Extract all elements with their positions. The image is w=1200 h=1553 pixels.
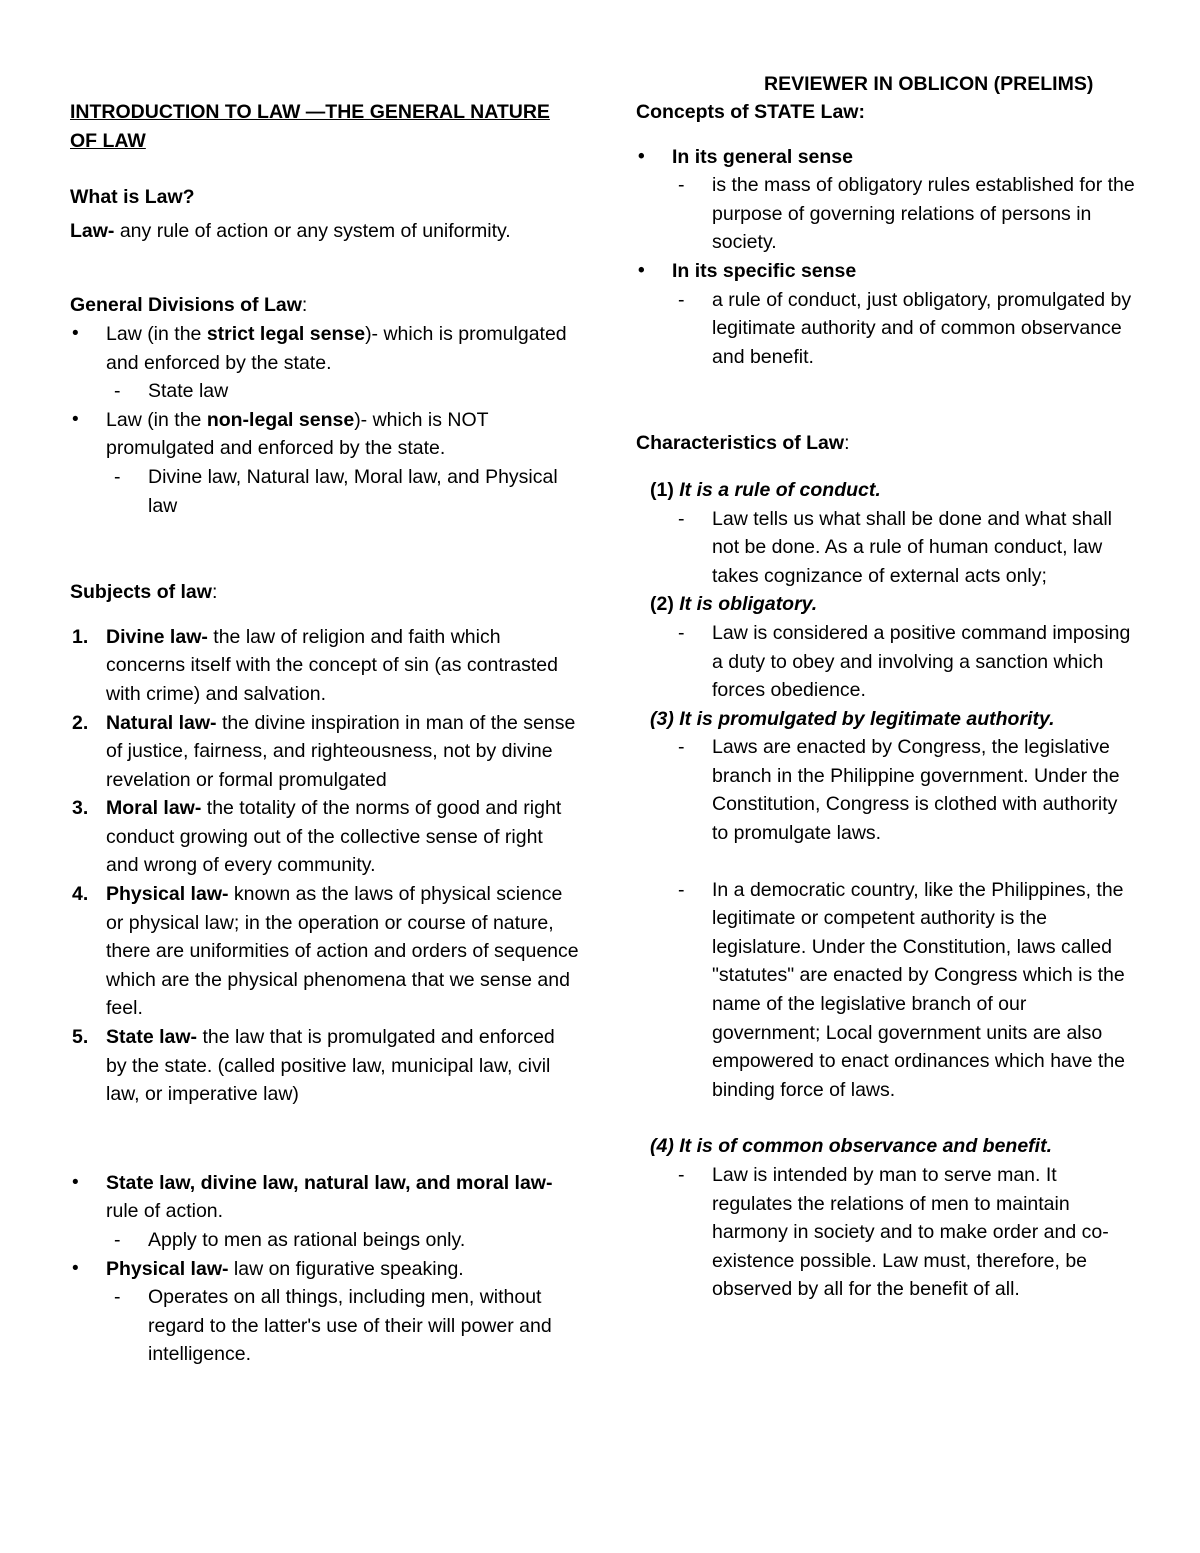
- subject-text: the divine inspiration in man of the sense of justice, fairness, and righteousness, not by divine revelation or formal promulgated: [106, 711, 576, 791]
- divisions-heading-colon: :: [301, 294, 308, 317]
- characteristic-sub: - Law tells us what shall be done and what shall not be done. As a rule of human conduct, law takes cognizance of external acts only;: [636, 505, 1136, 591]
- rule-term: Physical law-: [106, 1257, 229, 1280]
- characteristic-title: [636, 705, 1136, 734]
- subject-term: Natural law-: [106, 711, 217, 734]
- section-title: INTRODUCTION TO LAW —THE GENERAL NATURE OF LAW: [70, 101, 550, 152]
- characteristic-number: (1): [650, 478, 674, 501]
- subject-term: Physical law-: [106, 883, 229, 906]
- subjects-heading: [70, 578, 580, 607]
- concept-sub: - is the mass of obligatory rules established for the purpose of governing relations of persons in society.: [636, 171, 1136, 257]
- rule-sub: - Apply to men as rational beings only.: [70, 1226, 580, 1255]
- division-item: [70, 406, 580, 463]
- subject-text: the law that is promulgated and enforced by the state. (called positive law, municipal law, civil law, or imperative law): [106, 1026, 555, 1106]
- characteristic-text: It is a rule of conduct.: [679, 478, 881, 501]
- characteristic-number: (2): [650, 593, 674, 616]
- characteristic-text: It is promulgated by legitimate authority.: [679, 707, 1055, 730]
- subject-text: the totality of the norms of good and right conduct growing out of the collective sense of right and wrong of every community.: [106, 797, 562, 877]
- document-header: REVIEWER IN OBLICON (PRELIMS): [764, 73, 1094, 95]
- characteristic-title: [636, 590, 1136, 619]
- characteristic-sub: - Law is considered a positive command imposing a duty to obey and involving a sanction which forces obedience.: [636, 619, 1136, 705]
- characteristics-heading: [636, 429, 1136, 458]
- subject-item: [70, 794, 580, 880]
- rule-item: [70, 1255, 580, 1284]
- characteristic-sub: - Laws are enacted by Congress, the legislative branch in the Philippine government. Under the Constitution, Congress is clothed with authority to promulgate laws.: [636, 733, 1136, 847]
- subject-number: 2.: [72, 711, 89, 734]
- subject-text: known as the laws of physical science or physical law; in the operation or course of nature, there are uniformities of action and orders of sequence which are the physical phenomena that we sense and feel.: [106, 883, 579, 1020]
- rule-term: State law, divine law, natural law, and moral law-: [106, 1171, 553, 1194]
- characteristics-heading-colon: :: [844, 432, 850, 455]
- characteristic-sub: - Law is intended by man to serve man. It regulates the relations of men to maintain harmony in society and to make order and co-existence possible. Law must, therefore, be observed by all for the benefit of all.: [636, 1161, 1136, 1304]
- characteristic-title: [636, 476, 1136, 505]
- subject-item: [70, 709, 580, 795]
- concept-item: • In its specific sense: [636, 257, 1136, 286]
- rule-text: law on figurative speaking.: [228, 1257, 464, 1280]
- characteristic-text: It is of common observance and benefit.: [679, 1135, 1053, 1158]
- rule-text: rule of action.: [106, 1200, 224, 1223]
- division-sub: - State law: [70, 377, 580, 406]
- rule-sub: - Operates on all things, including men, without regard to the latter's use of their will power and intelligence.: [70, 1283, 580, 1369]
- subject-number: 1.: [72, 625, 89, 648]
- division-bold: strict legal sense: [206, 322, 366, 345]
- division-item: [70, 320, 580, 377]
- subject-item: [70, 623, 580, 709]
- divisions-heading-text: General Divisions of Law: [70, 294, 302, 317]
- division-sub: - Divine law, Natural law, Moral law, and Physical law: [70, 463, 580, 520]
- subject-term: State law-: [106, 1026, 198, 1049]
- characteristic-number: (4): [650, 1135, 674, 1158]
- concepts-heading: Concepts of STATE Law:: [636, 101, 865, 123]
- subjects-heading-colon: :: [211, 581, 218, 604]
- division-post: )- which is promulgated and enforced by the state.: [106, 322, 567, 374]
- subjects-heading-text: Subjects of law: [70, 581, 212, 604]
- concept-item: • In its general sense: [636, 143, 1136, 172]
- law-definition-term: Law-: [70, 219, 115, 242]
- division-pre: Law (in the: [106, 408, 207, 431]
- law-definition: [70, 217, 580, 246]
- subject-number: 5.: [72, 1026, 89, 1049]
- division-pre: Law (in the: [106, 322, 207, 345]
- subject-term: Moral law-: [106, 797, 202, 820]
- law-definition-text: any rule of action or any system of uniformity.: [114, 219, 511, 242]
- subject-item: [70, 880, 580, 1023]
- rule-item: [70, 1169, 580, 1226]
- left-column: [70, 98, 580, 1369]
- subject-item: [70, 1023, 580, 1109]
- division-post: )- which is NOT promulgated and enforced by the state.: [106, 408, 489, 460]
- subject-number: 3.: [72, 797, 89, 820]
- characteristics-heading-text: Characteristics of Law: [636, 432, 845, 455]
- characteristic-sub: - In a democratic country, like the Philippines, the legitimate or competent authority is the legislature. Under the Constitution, laws called "statutes" are enacted by Congress which is the name of the legislative branch of our government; Local government units are also empowered to enact ordinances which have the binding force of laws.: [636, 876, 1136, 1105]
- characteristic-text: It is obligatory.: [679, 593, 818, 616]
- what-is-law-heading: What is Law?: [70, 186, 195, 209]
- subject-term: Divine law-: [106, 625, 208, 648]
- division-bold: non-legal sense: [206, 408, 355, 431]
- concept-sub: - a rule of conduct, just obligatory, promulgated by legitimate authority and of common observance and benefit.: [636, 286, 1136, 372]
- characteristic-title: [636, 1132, 1136, 1161]
- characteristic-number: (3): [650, 707, 674, 730]
- subject-text: the law of religion and faith which concerns itself with the concept of sin (as contrasted with crime) and salvation.: [106, 625, 558, 705]
- divisions-heading: [70, 291, 580, 320]
- subject-number: 4.: [72, 883, 89, 906]
- right-column: [636, 98, 1136, 1304]
